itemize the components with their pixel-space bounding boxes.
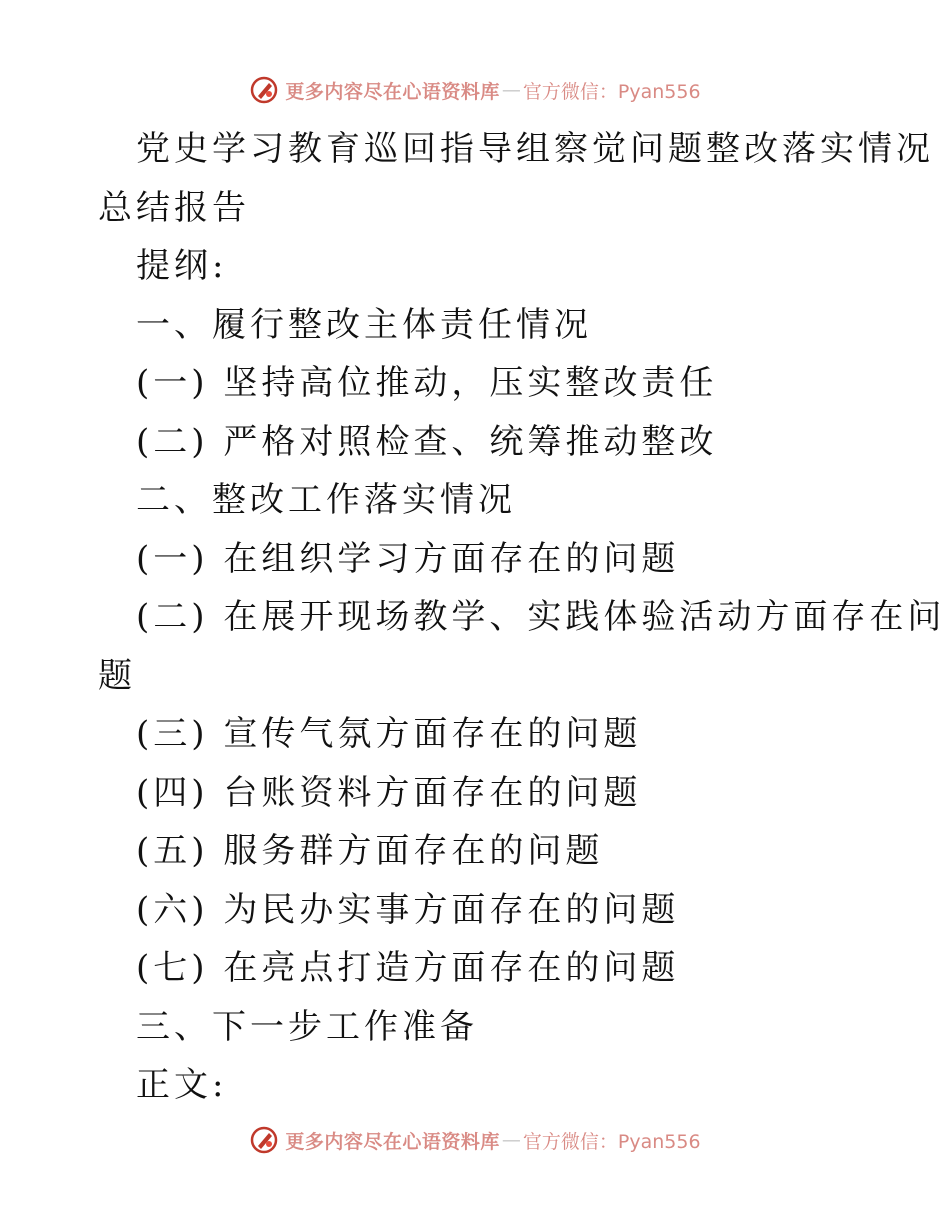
section1-item: (二) 严格对照检查、统筹推动整改 [136,421,718,462]
footer-watermark [0,1120,950,1160]
watermark-separator: — [501,1129,521,1151]
watermark-sub-text: 官方微信：Pyan556 [522,80,701,103]
outline-label: 提纲: [136,246,228,286]
section2-item: (五) 服务群方面存在的问题 [136,831,604,871]
section2-item-continuation: 题 [98,655,136,696]
section2-item: (二) 在展开现场教学、实践体验活动方面存在问 [136,597,946,637]
header-watermark [0,70,950,110]
pen-circle-logo-icon [249,75,279,105]
document-title-line1: 党史学习教育巡回指导组察觉问题整改落实情况 [136,129,934,169]
document-title-line2: 总结报告 [98,187,250,228]
section1-item: (一) 坚持高位推动，压实整改责任 [136,363,718,403]
watermark-main-text: 更多内容尽在心语资料库 [285,1130,500,1153]
section2-item: (一) 在组织学习方面存在的问题 [136,538,680,579]
pen-circle-logo-icon [249,1125,279,1155]
watermark-sub-text: 官方微信：Pyan556 [522,1130,701,1153]
section2-item: (三) 宣传气氛方面存在的问题 [136,714,642,754]
watermark-separator: — [501,79,521,101]
section2-item: (七) 在亮点打造方面存在的问题 [136,948,680,988]
watermark-main-text: 更多内容尽在心语资料库 [285,80,500,103]
section1-heading: 一、履行整改主体责任情况 [136,304,592,345]
section2-item: (六) 为民办实事方面存在的问题 [136,889,680,930]
section2-heading: 二、整改工作落实情况 [136,480,516,520]
section2-item: (四) 台账资料方面存在的问题 [136,772,642,813]
document-body [98,120,946,1115]
section3-heading: 三、下一步工作准备 [136,1006,478,1047]
body-label: 正文: [136,1065,228,1105]
